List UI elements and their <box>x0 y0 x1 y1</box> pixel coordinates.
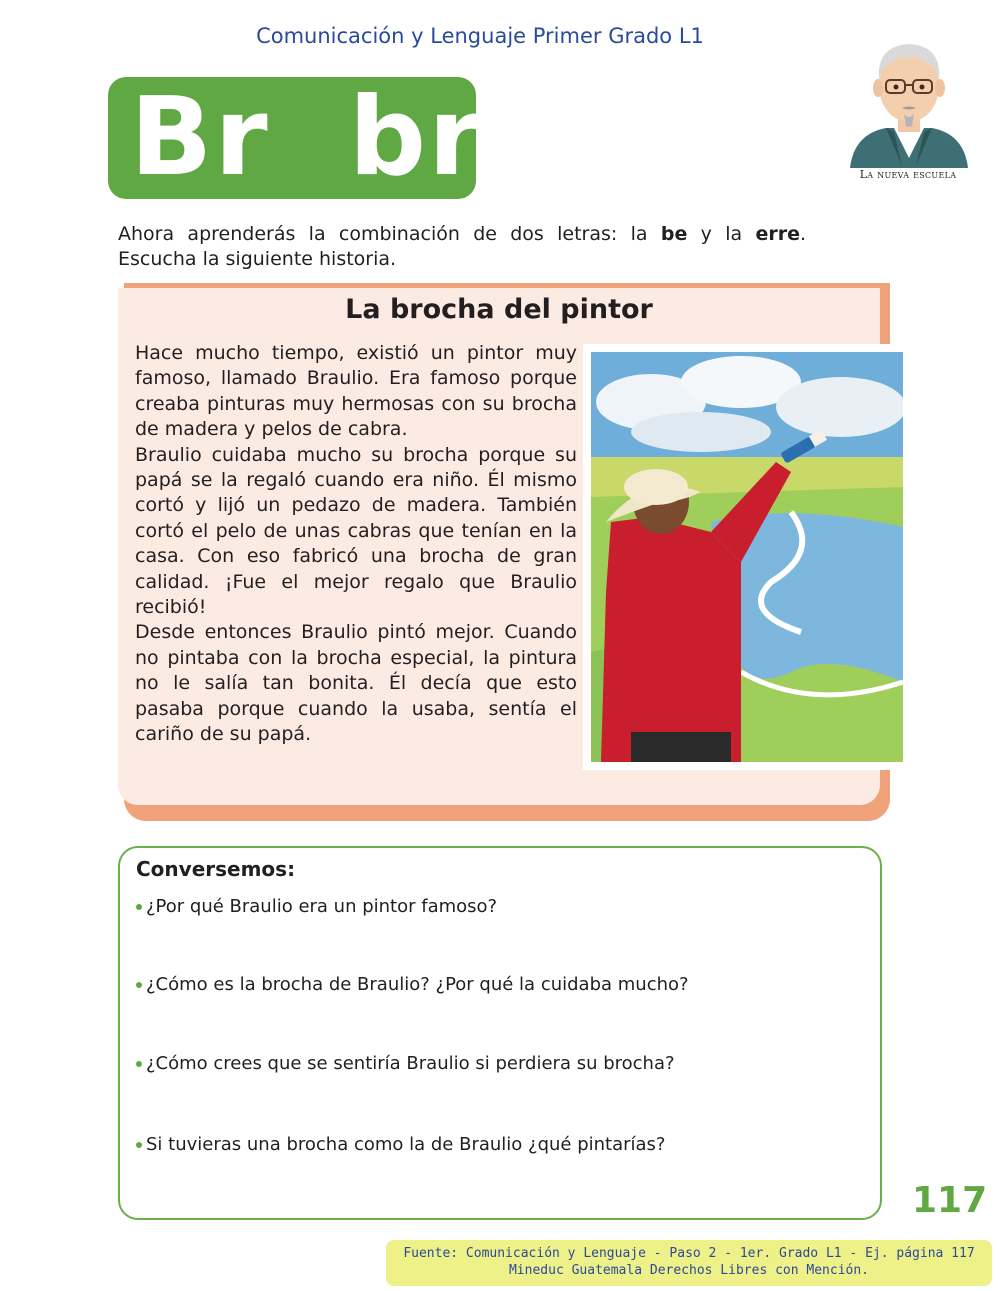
letter-banner-text: Br br <box>130 75 484 200</box>
footer-line-2: Mineduc Guatemala Derechos Libres con Mención. <box>508 1263 870 1278</box>
conversation-question <box>136 1134 666 1155</box>
question-text: ¿Cómo crees que se sentiría Braulio si perdiera su brocha? <box>146 1053 675 1074</box>
intro-bold-erre: erre <box>755 223 800 245</box>
question-text: ¿Por qué Braulio era un pintor famoso? <box>146 896 498 917</box>
page-header-title: Comunicación y Lenguaje Primer Grado L1 <box>256 24 704 48</box>
story-illustration <box>583 344 911 770</box>
footer-line-1: Fuente: Comunicación y Lenguaje - Paso 2 - 1er. Grado L1 - Ej. página 117 <box>403 1246 975 1261</box>
intro-text <box>118 222 806 272</box>
conversation-question <box>136 1053 675 1074</box>
page-number: 117 <box>912 1180 988 1221</box>
story-title: La brocha del pintor <box>345 294 653 325</box>
conversation-question <box>136 974 689 995</box>
question-text: Si tuvieras una brocha como la de Braulio ¿qué pintarías? <box>146 1134 666 1155</box>
story-paragraph: Hace mucho tiempo, existió un pintor muy famoso, llamado Braulio. Era famoso porque creaba pinturas muy hermosas con su brocha de madera y pelos de cabra. <box>135 342 577 441</box>
source-footer <box>386 1240 992 1286</box>
conversation-title: Conversemos: <box>136 857 296 881</box>
intro-bold-be: be <box>660 223 688 245</box>
intro-text-part: Ahora aprenderás la combinación de dos letras: la <box>118 223 661 245</box>
brand-name: La nueva escuela <box>859 168 957 181</box>
conversation-question <box>136 896 497 917</box>
bullet-icon <box>136 904 142 910</box>
story-body <box>135 341 577 748</box>
intro-text-part: . <box>799 223 806 245</box>
bullet-icon <box>136 1061 142 1067</box>
intro-text-part: y la <box>687 223 756 245</box>
question-text: ¿Cómo es la brocha de Braulio? ¿Por qué la cuidaba mucho? <box>146 974 689 995</box>
intro-line-1 <box>118 222 806 247</box>
story-paragraph: Desde entonces Braulio pintó mejor. Cuando no pintaba con la brocha especial, la pintura no le salía tan bonita. Él decía que esto pasaba porque cuando la usaba, sentía el cariño de su papá. <box>135 621 577 746</box>
teacher-avatar-icon <box>846 36 972 168</box>
bullet-icon <box>136 982 142 988</box>
intro-line-2: Escucha la siguiente historia. <box>118 248 397 270</box>
letter-banner <box>108 75 484 200</box>
bullet-icon <box>136 1142 142 1148</box>
story-paragraph: Braulio cuidaba mucho su brocha porque su papá se la regaló cuando era niño. Él mismo cortó y lijó un pedazo de madera. También cortó el pelo de unas cabras que tenían en la casa. Con eso fabricó una brocha de gran calidad. ¡Fue el mejor regalo que Braulio recibió! <box>135 443 577 619</box>
